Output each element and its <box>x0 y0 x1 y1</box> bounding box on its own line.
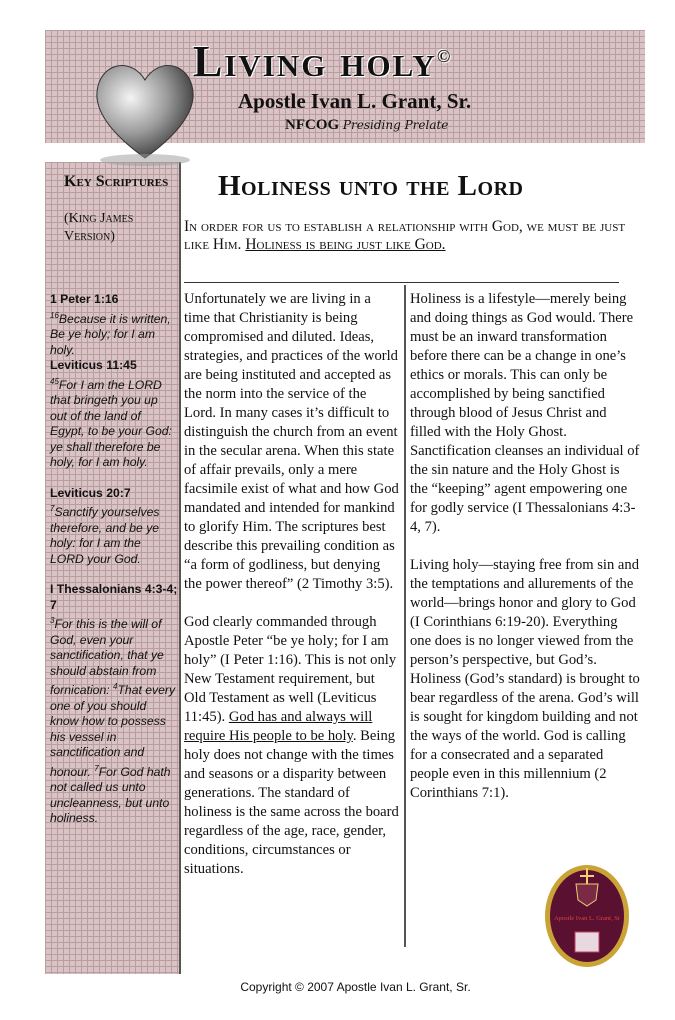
article-column-right <box>410 290 640 822</box>
org-line <box>285 117 448 134</box>
copyright-mark: © <box>436 46 453 66</box>
copyright-footer: Copyright © 2007 Apostle Ivan L. Grant, Sr. <box>240 980 471 994</box>
page-title: Living holy© <box>193 37 453 86</box>
author-name: Apostle Ivan L. Grant, Sr. <box>238 89 472 113</box>
paragraph: Holiness is a lifestyle—merely being and doing things as God would. There must be an inward transformation before there can be a change in one’s ethics or morals. This can only be accomplished by being sanctified through blood of Jesus Christ and filled with the Holy Ghost. Sanctification cleanses an individual of the sin nature and the Holy Ghost is the “keeping” agent empowering one for godly service (I Thessalonians 4:3-4, 7). <box>410 291 640 535</box>
scripture-text: $^{45}$For I am the LORD that bringeth you up out of the land of Egypt, to be your God: ye shall therefore be holy, for I am holy. <box>50 376 172 470</box>
scripture-ref: Leviticus 11:45 <box>50 358 137 373</box>
apostle-seal-icon <box>542 862 632 970</box>
key-scriptures-heading: Key Scriptures <box>64 173 169 190</box>
scripture-text: $^3$For this is the will of God, even your sanctification, that ye should abstain from fornication: $^4$That every one of you should know how to possess his vessel in sanctification and honour. $^7$For God hath not called us unto uncleanness, but unto holiness. <box>50 616 176 826</box>
section-heading: Holiness unto the Lord <box>218 170 524 202</box>
svg-text:Apostle Ivan L. Grant, Sr: Apostle Ivan L. Grant, Sr <box>553 915 621 922</box>
org-role: Presiding Prelate <box>342 118 449 132</box>
paragraph: Living holy—staying free from sin and the temptations and allurements of the world—brings honor and glory to God (I Corinthians 6:19-20). Everything one does is no longer viewed from the person’s perspective, but God’s. Holiness (God’s standard) is brought to bear regardless of the arena. God’s will is sought for kingdom building and not the ways of the world. God is calling for a consecrated and a separated people even in this millennium (2 Corinthians 7:1). <box>410 557 640 801</box>
article-column-left <box>184 290 400 898</box>
paragraph: Unfortunately we are living in a time that Christianity is being compromised and diluted. Ideas, strategies, and practices of the world are being instituted and accepted as the norm into the service of the Lord. In many cases it’s difficult to distinguish the church from an event in the secular arena. When this state of affair prevails, only a mere facsimile exist of what and how God mandated and intended for mankind to glorify Him. The scriptures best describe this prevailing condition as “a form of godliness, but denying the power thereof” (2 Timothy 3:5). <box>184 291 399 592</box>
scripture-list <box>50 292 178 827</box>
intro-paragraph: In order for us to establish a relationship with God, we must be just like Him. Holiness is being just like God. <box>184 218 626 253</box>
heart-logo-icon <box>90 48 200 168</box>
intro-divider <box>184 282 619 283</box>
scripture-ref: Leviticus 20:7 <box>50 485 131 500</box>
scripture-text: $^{16}$Because it is written, Be ye holy; for I am holy. <box>50 310 171 357</box>
scripture-ref: I Thessalonians 4:3-4; 7 <box>50 582 178 612</box>
scripture-text: $^7$Sanctify yourselves therefore, and be ye holy: for I am the LORD your God. <box>50 504 160 566</box>
org-abbr: NFCOG <box>285 117 340 133</box>
scripture-ref: 1 Peter 1:16 <box>50 292 119 306</box>
sidebar-divider <box>179 162 181 974</box>
column-divider <box>404 285 406 947</box>
key-scriptures-subheading: (King James Version) <box>64 211 134 244</box>
paragraph: God clearly commanded through Apostle Peter “be ye holy; for I am holy” (I Peter 1:16). This is not only New Testament requirement, but Old Testament as well (Leviticus 11:45). God has and always will require His people to be holy. Being holy does not change with the times and seasons or a disparity between generations. The standard of holiness is the same across the board regardless of the age, race, gender, conditions, circumstances or situations. <box>184 614 399 877</box>
